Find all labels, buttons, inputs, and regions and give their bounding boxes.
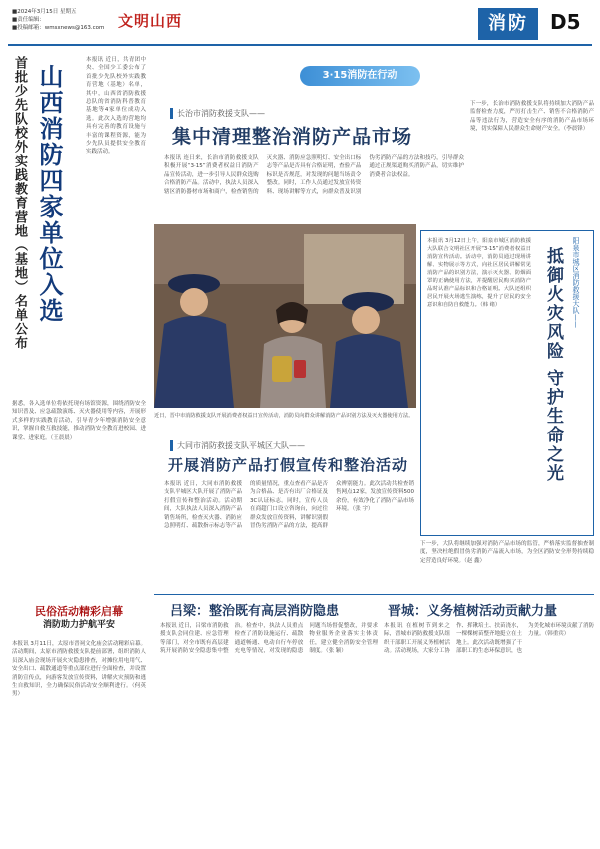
story2-kicker: 大同市消防救援支队平城区大队—— xyxy=(170,440,305,451)
story1-body-right: 下一步，长治市消防救援支队将持续加大消防产品监督检查力度，严厉打击生产、销售不合格消防产品等违法行为，营造安全有序的消防产品市场环境，切实保障人民群众生命财产安全。（李晨锋） xyxy=(470,101,594,133)
lead-headline: 山西消防四家单位入选 xyxy=(35,64,63,324)
bottom-divider xyxy=(154,594,594,595)
submission-email: ■投稿邮箱：wmsxnews@163.com xyxy=(12,25,105,31)
photo-caption: 近日，晋中市消防救援支队开展消费者权益日宣传活动，消防员向群众讲解消防产品识别方法及灭火器使用方法。 xyxy=(154,413,414,419)
section-tag: 消防 xyxy=(478,8,538,40)
boxed-headline: 抵御火灾风险 守护生命之光 xyxy=(543,247,563,483)
lead-story xyxy=(6,52,146,412)
story4-body: 本报讯 在植树节到来之际，晋城市消防救援支队组织干部职工开展义务植树活动。活动现场，大家分工协作、挥锹培土、扶苗浇水，一棵棵树苗整齐地挺立在土地上。此次活动既增强了干部职工的生态环保意识，也为美化城市环境贡献了消防力量。（韩重宾） xyxy=(384,623,595,655)
lead-body: 本报讯 近日，共青团中央、全国少工委公布了首批少先队校外实践教育营地（基地）名单，其中，山西省消防救援总队的省消防科普教育基地等4家单位成功入选。此次入选的营地均具有完善的教育设施与丰富的课程资源，能为少先队员提供安全教育实践活动。 xyxy=(86,57,146,156)
masthead-info xyxy=(12,8,104,32)
masthead xyxy=(8,6,592,46)
story1-body: 本报讯 连日来，长治市消防救援支队积极开展“3·15”消费者权益日消防产品宣传活动，进一步引导人民群众选购合格消防产品。活动中，执法人员深入辖区消防器材市场和商户，检查销售的灭火器、消防应急照明灯、安全出口标志等产品是否具有合格证明，查验产品标识是否规范，对发现的问题当场责令整改。同时，工作人员通过发放宣传资料、现场讲解等方式，向群众普及识别伪劣消防产品的方法和技巧，引导群众通过正规渠道购买消防产品，切实维护消费者合法权益。 xyxy=(164,155,464,195)
boxed-story xyxy=(420,230,594,536)
section-banner: 3·15消防在行动 xyxy=(300,66,420,86)
story2-headline: 开展消防产品打假宣传和整治活动 xyxy=(168,456,409,474)
side-story-subtitle: 消防助力护航平安 xyxy=(42,620,115,630)
side-story-body: 本报讯 3月11日，太原市晋祠文化庙会活动精彩启幕。活动期间，太原市消防救援支队提前部署，组织消防人员深入庙会现场开展火灾隐患排查，对摊位用电用气、安全出口、疏散通道等重点部位进行全面检查，并设置消防宣传点，向游客发放宣传资料，讲解火灾预防和逃生自救知识，全力确保民俗活动安全顺利进行。（何英男） xyxy=(12,641,146,698)
side-story-title: 民俗活动精彩启幕 xyxy=(35,605,123,618)
news-photo xyxy=(154,224,416,408)
boxed-body: 本报讯 3月12日上午，阳泉市城区消防救援大队联合文明社区开展“3·15”消费者权益日消防宣传活动。活动中，消防员通过现场讲解、实物展示等方式，向社区居民讲解常见消防产品的识别方法，演示灭火器、防烟面罩的正确使用方法，并提醒居民购买消防产品时认准产品标识和合格证明。大队还组织居民开展火场逃生演练，提升了居民的安全意识和自防自救能力。（韩 绪） xyxy=(427,238,531,308)
editor-line: ■责任编辑： xyxy=(12,17,45,23)
story4-headline: 晋城：义务植树活动贡献力量 xyxy=(388,604,558,619)
issue-date: ■2024年3月15日 星期五 xyxy=(12,9,77,15)
story1-headline: 集中清理整治消防产品市场 xyxy=(172,126,413,148)
page-number: D5 xyxy=(550,10,581,34)
lead-subtitle: 首批少先队校外实践教育营地（基地）名单公布 xyxy=(12,56,27,350)
story2-body-right: 下一步，大队将继续加强对消防产品市场的监管，严格落实监督抽查制度，坚决杜绝假冒伪劣消防产品流入市场，为全区消防安全形势持续稳定营造良好环境。（赵 鑫） xyxy=(420,541,594,564)
newspaper-logo: 文明山西 xyxy=(118,12,183,30)
story3-body: 本报讯 近日，吕梁市消防救援支队会同住建、应急管理等部门，对全市既有高层建筑开展消防安全隐患集中整治。检查中，执法人员重点检查了消防设施运行、疏散通道畅通、电动自行车停放充电等情况，对发现的隐患问题当场督促整改，并要求物业服务企业落实主体责任，建立健全消防安全管理制度。（张 颖） xyxy=(160,623,378,655)
side-story-heading xyxy=(12,604,146,632)
boxed-kicker: 阳泉市城区消防救援大队—— xyxy=(572,237,580,328)
lead-body-continued: 据悉，各入选单位将依托现有场馆资源，围绕消防安全知识普及、应急疏散演练、灭火器使用等内容，开展形式多样的实践教育活动，引导青少年增强消防安全意识，掌握自救互救技能，推动消防安全教育进校园、进课堂、进家庭。（王晨晨） xyxy=(12,401,146,441)
story2-body: 本报讯 近日，大同市消防救援支队平城区大队开展了消防产品打假宣传和整治活动。活动期间，大队执法人员深入消防产品销售场所，检查灭火器、消防应急照明灯、疏散指示标志等产品的质量情况，重点查看产品是否为合格品、是否有出厂合格证及3C认证标志。同时，宣传人员在商超门口设立咨询台，向过往群众发放宣传资料，讲解识别假冒伪劣消防产品的方法，提高群众辨别能力。此次活动共检查销售网点12家，发放宣传资料500余份，有效净化了消防产品市场环境。（张 宇） xyxy=(164,481,414,530)
story3-headline: 吕梁：整治既有高层消防隐患 xyxy=(170,604,340,619)
story1-kicker: 长治市消防救援支队—— xyxy=(170,108,265,119)
